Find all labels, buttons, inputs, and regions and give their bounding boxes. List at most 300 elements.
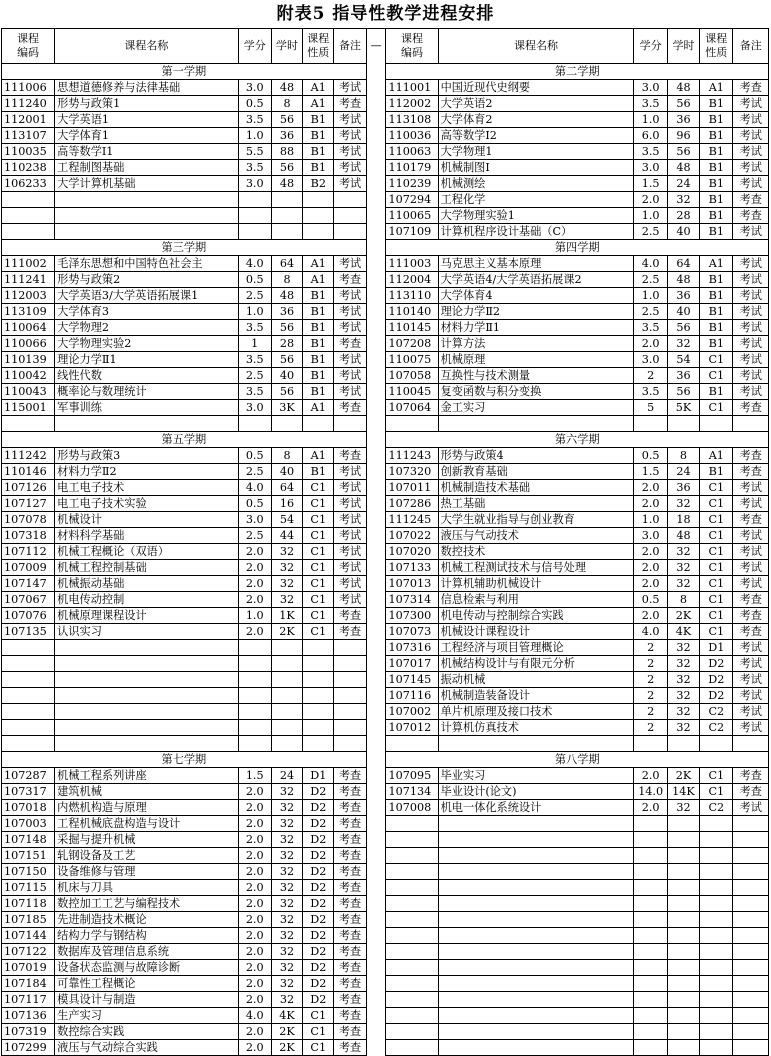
column-gap (366, 512, 386, 528)
course-code: 111002 (2, 256, 55, 272)
course-hours: 32 (667, 688, 699, 704)
course-note: 考查 (733, 768, 769, 784)
course-code: 110179 (386, 160, 438, 176)
course-name: 形势与政策1 (55, 96, 238, 112)
course-name: 热工基础 (438, 496, 634, 512)
course-name: 思想道德修养与法律基础 (55, 80, 238, 96)
course-note: 考试 (733, 128, 769, 144)
course-type: C1 (303, 608, 334, 624)
course-credit: 3.0 (238, 176, 271, 192)
course-code (2, 224, 55, 240)
course-code (386, 832, 438, 848)
course-credit: 3.5 (238, 320, 271, 336)
course-hours (667, 832, 699, 848)
course-hours: 32 (271, 928, 302, 944)
course-type: C1 (700, 480, 733, 496)
course-note: 考查 (334, 816, 366, 832)
course-name (438, 416, 634, 432)
course-type: C1 (700, 560, 733, 576)
course-code: 107076 (2, 608, 55, 624)
header-note: 备注 (334, 29, 366, 64)
table-row (2, 832, 769, 848)
column-gap (366, 400, 386, 416)
course-note: 考查 (334, 608, 366, 624)
course-name: 大学体育1 (55, 128, 238, 144)
course-note: 考试 (733, 352, 769, 368)
course-type: D2 (303, 864, 334, 880)
course-hours: 56 (271, 320, 302, 336)
course-type: D2 (303, 832, 334, 848)
course-hours: 48 (667, 528, 699, 544)
course-credit: 2.0 (634, 608, 667, 624)
course-credit (238, 704, 271, 720)
course-type: C1 (700, 400, 733, 416)
column-gap (366, 1024, 386, 1040)
course-code: 107011 (386, 480, 438, 496)
course-hours (667, 912, 699, 928)
semester-title: 第八学期 (386, 752, 769, 768)
course-hours: 56 (667, 320, 699, 336)
course-name: 计算机程序设计基础（C） (438, 224, 634, 240)
course-name: 工程化学 (438, 192, 634, 208)
course-name: 先进制造技术概论 (55, 912, 238, 928)
course-name: 电工电子技术实验 (55, 496, 238, 512)
column-gap (366, 224, 386, 240)
course-code: 107073 (386, 624, 438, 640)
course-credit: 2.0 (634, 336, 667, 352)
course-name: 马克思主义基本原理 (438, 256, 634, 272)
course-credit: 4.0 (238, 1008, 271, 1024)
course-note: 考试 (334, 480, 366, 496)
column-gap (366, 448, 386, 464)
course-name: 材料力学Ⅱ1 (438, 320, 634, 336)
course-hours: 1K (271, 608, 302, 624)
course-credit: 5.5 (238, 144, 271, 160)
table-row (2, 912, 769, 928)
course-name: 数控加工工艺与编程技术 (55, 896, 238, 912)
course-note: 考查 (334, 768, 366, 784)
course-code: 111003 (386, 256, 438, 272)
course-note: 考查 (733, 512, 769, 528)
table-row (2, 96, 769, 112)
course-type: B1 (700, 384, 733, 400)
column-gap (366, 832, 386, 848)
course-hours: 32 (271, 896, 302, 912)
course-credit: 2.0 (238, 912, 271, 928)
course-type: B1 (700, 320, 733, 336)
course-hours: 32 (667, 576, 699, 592)
course-name (438, 880, 634, 896)
table-row (2, 544, 769, 560)
course-credit: 1.5 (634, 464, 667, 480)
header-note-right: 备注 (733, 29, 769, 64)
course-code (2, 656, 55, 672)
course-note: 考试 (733, 720, 769, 736)
course-hours: 2K (667, 608, 699, 624)
column-gap (366, 784, 386, 800)
course-credit: 2.0 (238, 544, 271, 560)
course-type: B1 (303, 368, 334, 384)
course-name (55, 208, 238, 224)
course-type: B1 (700, 128, 733, 144)
course-note: 考试 (733, 320, 769, 336)
course-note: 考试 (733, 576, 769, 592)
course-credit (634, 848, 667, 864)
course-note (334, 736, 366, 752)
column-gap (366, 592, 386, 608)
course-name: 设备维修与管理 (55, 864, 238, 880)
table-row (2, 784, 769, 800)
course-credit: 3.0 (634, 160, 667, 176)
course-name: 中国近现代史纲要 (438, 80, 634, 96)
table-row (2, 464, 769, 480)
course-name: 大学体育3 (55, 304, 238, 320)
course-name: 大学英语3/大学英语拓展课1 (55, 288, 238, 304)
course-type: B1 (700, 288, 733, 304)
course-name: 大学生就业指导与创业教育 (438, 512, 634, 528)
course-credit: 2.0 (238, 1040, 271, 1056)
column-gap (366, 544, 386, 560)
course-code: 112003 (2, 288, 55, 304)
course-name: 创新教育基础 (438, 464, 634, 480)
table-row (2, 336, 769, 352)
header-row (2, 29, 769, 64)
course-hours: 36 (667, 368, 699, 384)
course-type: B1 (303, 304, 334, 320)
course-name (55, 720, 238, 736)
course-name (438, 944, 634, 960)
course-credit: 2.5 (634, 304, 667, 320)
course-hours: 32 (667, 544, 699, 560)
course-name: 机械工程概论（双语） (55, 544, 238, 560)
course-code: 115001 (2, 400, 55, 416)
course-code: 107314 (386, 592, 438, 608)
course-credit: 4.0 (238, 480, 271, 496)
course-code: 110043 (2, 384, 55, 400)
course-type: A1 (303, 256, 334, 272)
course-code: 107319 (2, 1024, 55, 1040)
column-gap (366, 416, 386, 432)
course-code: 110042 (2, 368, 55, 384)
course-code (386, 880, 438, 896)
course-type: C2 (700, 720, 733, 736)
course-type: B1 (303, 336, 334, 352)
column-gap (366, 880, 386, 896)
header-credit: 学分 (238, 29, 271, 64)
column-gap (366, 128, 386, 144)
course-hours: 48 (271, 288, 302, 304)
page-title: 附表5 指导性教学进程安排 (276, 4, 495, 24)
course-hours: 36 (667, 288, 699, 304)
course-name: 机电传动控制 (55, 592, 238, 608)
column-gap (366, 368, 386, 384)
course-type: C1 (700, 624, 733, 640)
course-code (2, 640, 55, 656)
course-hours (271, 416, 302, 432)
course-note: 考试 (334, 512, 366, 528)
header-hours: 学时 (271, 29, 302, 64)
course-hours (667, 992, 699, 1008)
course-hours: 24 (667, 176, 699, 192)
course-type: D2 (303, 848, 334, 864)
course-name: 数据库及管理信息系统 (55, 944, 238, 960)
course-hours: 32 (271, 912, 302, 928)
course-hours: 32 (271, 976, 302, 992)
course-note: 考查 (334, 624, 366, 640)
course-note (334, 656, 366, 672)
course-code: 107118 (2, 896, 55, 912)
course-name: 互换性与技术测量 (438, 368, 634, 384)
course-type: D2 (303, 912, 334, 928)
course-hours (667, 416, 699, 432)
course-note: 考试 (334, 176, 366, 192)
table-row (2, 128, 769, 144)
course-type (700, 1024, 733, 1040)
course-note: 考查 (334, 832, 366, 848)
course-name: 机械设计课程设计 (438, 624, 634, 640)
table-row (2, 192, 769, 208)
course-name: 设备状态监测与故障诊断 (55, 960, 238, 976)
course-note: 考查 (334, 896, 366, 912)
course-credit: 0.5 (634, 592, 667, 608)
course-hours: 56 (667, 384, 699, 400)
course-credit: 2.0 (634, 560, 667, 576)
course-credit: 4.0 (238, 256, 271, 272)
column-gap (366, 576, 386, 592)
course-credit: 2.5 (238, 288, 271, 304)
course-type (700, 912, 733, 928)
course-name: 大学物理实验2 (55, 336, 238, 352)
course-note: 考查 (733, 400, 769, 416)
course-credit: 2.0 (634, 576, 667, 592)
column-gap (366, 944, 386, 960)
column-gap (366, 336, 386, 352)
table-row (2, 448, 769, 464)
column-gap (366, 928, 386, 944)
semester-title: 第二学期 (386, 64, 769, 80)
table-row (2, 160, 769, 176)
course-note: 考试 (733, 384, 769, 400)
course-note: 考查 (334, 848, 366, 864)
course-credit: 14.0 (634, 784, 667, 800)
course-hours (667, 960, 699, 976)
course-type: B1 (700, 224, 733, 240)
course-credit: 2.0 (238, 560, 271, 576)
course-name: 工程机械底盘构造与设计 (55, 816, 238, 832)
course-type: B1 (700, 176, 733, 192)
course-credit (634, 1008, 667, 1024)
course-hours: 16 (271, 496, 302, 512)
course-note (733, 960, 769, 976)
course-credit: 2 (634, 688, 667, 704)
course-hours: 36 (271, 304, 302, 320)
course-note (733, 1024, 769, 1040)
course-code (386, 912, 438, 928)
course-name: 大学计算机基础 (55, 176, 238, 192)
table-row (2, 288, 769, 304)
course-credit: 0.5 (238, 496, 271, 512)
course-hours: 32 (667, 640, 699, 656)
course-note (733, 976, 769, 992)
course-code: 112001 (2, 112, 55, 128)
course-code (2, 720, 55, 736)
table-row (2, 656, 769, 672)
course-hours (667, 896, 699, 912)
course-name: 机械原理 (438, 352, 634, 368)
course-code: 107112 (2, 544, 55, 560)
course-note: 考试 (733, 160, 769, 176)
course-credit (634, 896, 667, 912)
table-row (2, 80, 769, 96)
course-credit: 2.0 (634, 480, 667, 496)
course-code: 107117 (2, 992, 55, 1008)
course-code: 107144 (2, 928, 55, 944)
course-type: C1 (700, 528, 733, 544)
course-type: B1 (700, 336, 733, 352)
course-name: 计算机仿真技术 (438, 720, 634, 736)
course-credit: 2.0 (238, 896, 271, 912)
course-note: 考查 (733, 208, 769, 224)
course-note: 考查 (334, 400, 366, 416)
course-note: 考试 (733, 640, 769, 656)
course-note: 考试 (733, 112, 769, 128)
column-gap (366, 352, 386, 368)
course-code: 111001 (386, 80, 438, 96)
table-row (2, 944, 769, 960)
course-code: 107294 (386, 192, 438, 208)
course-name: 机械原理课程设计 (55, 608, 238, 624)
course-name (55, 688, 238, 704)
course-hours: 54 (271, 512, 302, 528)
course-code: 110045 (386, 384, 438, 400)
course-type: C1 (303, 624, 334, 640)
course-type: D2 (700, 656, 733, 672)
course-code: 107122 (2, 944, 55, 960)
course-note: 考试 (334, 144, 366, 160)
course-type: B1 (303, 384, 334, 400)
course-name: 形势与政策4 (438, 448, 634, 464)
course-hours: 32 (667, 672, 699, 688)
course-name: 建筑机械 (55, 784, 238, 800)
column-gap (366, 752, 386, 768)
course-type: D2 (303, 960, 334, 976)
course-note: 考试 (334, 80, 366, 96)
course-name: 理论力学Ⅱ2 (438, 304, 634, 320)
course-code (2, 416, 55, 432)
course-note (733, 992, 769, 1008)
course-type (700, 848, 733, 864)
course-code: 107134 (386, 784, 438, 800)
course-name (438, 912, 634, 928)
course-code (386, 864, 438, 880)
course-type: D2 (303, 976, 334, 992)
column-gap (366, 640, 386, 656)
course-hours (667, 944, 699, 960)
course-hours: 32 (271, 544, 302, 560)
course-credit: 2.0 (238, 800, 271, 816)
course-note: 考试 (733, 544, 769, 560)
course-credit (238, 688, 271, 704)
course-code: 107022 (386, 528, 438, 544)
course-note: 考查 (733, 784, 769, 800)
course-credit: 3.5 (634, 96, 667, 112)
course-hours: 40 (271, 464, 302, 480)
course-name (438, 992, 634, 1008)
course-type: C1 (303, 496, 334, 512)
course-name (438, 976, 634, 992)
course-note: 考查 (334, 448, 366, 464)
course-name: 大学物理2 (55, 320, 238, 336)
course-code: 110036 (386, 128, 438, 144)
course-name: 高等数学Ⅰ1 (55, 144, 238, 160)
course-note: 考试 (733, 272, 769, 288)
course-code (2, 192, 55, 208)
course-hours: 4K (271, 1008, 302, 1024)
course-code: 107208 (386, 336, 438, 352)
course-credit: 2 (634, 720, 667, 736)
table-row (2, 672, 769, 688)
course-name (55, 224, 238, 240)
course-name (438, 736, 634, 752)
course-hours: 40 (667, 224, 699, 240)
course-type: A1 (700, 256, 733, 272)
column-gap (366, 528, 386, 544)
course-type (303, 720, 334, 736)
course-credit (238, 640, 271, 656)
course-name: 认识实习 (55, 624, 238, 640)
course-name: 线性代数 (55, 368, 238, 384)
course-hours: 8 (271, 448, 302, 464)
column-gap (366, 272, 386, 288)
course-type: D1 (700, 640, 733, 656)
course-note: 考试 (334, 112, 366, 128)
course-hours (667, 736, 699, 752)
course-name: 内燃机构造与原理 (55, 800, 238, 816)
course-name: 结构力学与钢结构 (55, 928, 238, 944)
course-code: 107018 (2, 800, 55, 816)
course-hours: 28 (271, 336, 302, 352)
course-credit: 2.0 (634, 800, 667, 816)
course-hours: 18 (667, 512, 699, 528)
course-code: 113110 (386, 288, 438, 304)
course-name: 毛泽东思想和中国特色社会主 (55, 256, 238, 272)
course-hours (271, 736, 302, 752)
course-code: 112002 (386, 96, 438, 112)
course-credit: 2.0 (634, 496, 667, 512)
course-name: 大学英语2 (438, 96, 634, 112)
column-gap (366, 496, 386, 512)
course-type: C1 (303, 1040, 334, 1056)
table-row (2, 496, 769, 512)
course-type: B1 (303, 288, 334, 304)
course-name: 机械振动基础 (55, 576, 238, 592)
course-code: 107020 (386, 544, 438, 560)
course-hours (667, 1024, 699, 1040)
course-name: 振动机械 (438, 672, 634, 688)
semester-title: 第七学期 (2, 752, 367, 768)
semester-title: 第三学期 (2, 240, 367, 256)
course-code: 107115 (2, 880, 55, 896)
course-credit (634, 416, 667, 432)
course-hours: 40 (667, 304, 699, 320)
course-note: 考试 (733, 304, 769, 320)
course-type (700, 896, 733, 912)
course-type: B1 (700, 96, 733, 112)
course-type: C1 (303, 576, 334, 592)
course-name: 大学体育4 (438, 288, 634, 304)
course-code: 107078 (2, 512, 55, 528)
course-type: B1 (303, 464, 334, 480)
